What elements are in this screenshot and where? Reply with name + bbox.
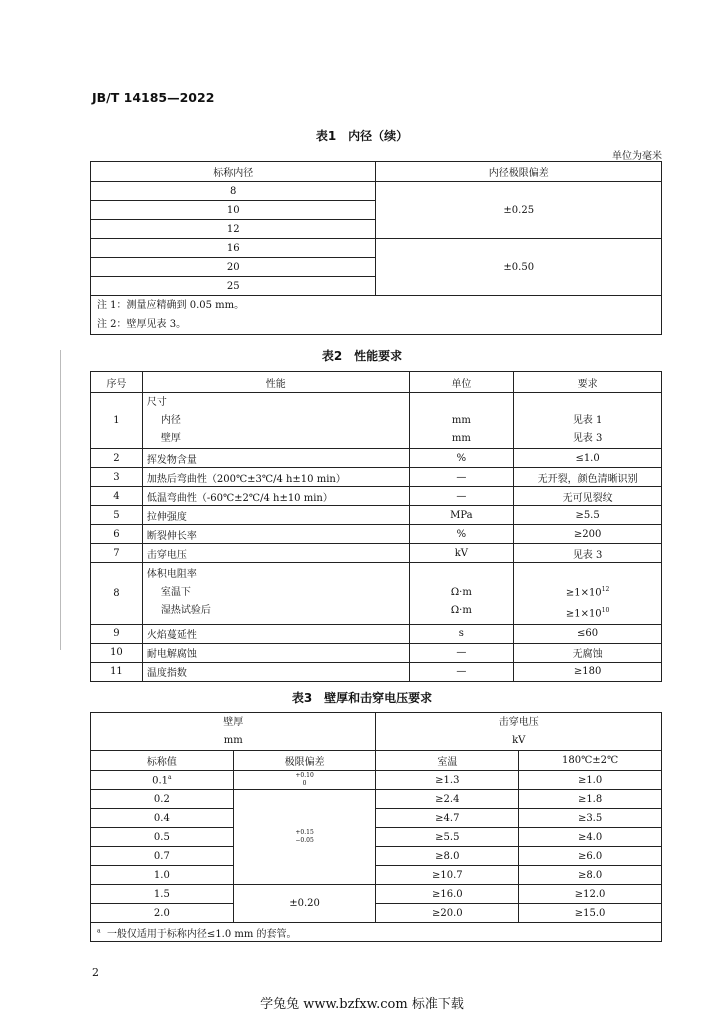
requirement-value: ≤1.0: [514, 449, 662, 468]
table2: [90, 371, 662, 682]
table2-row: [91, 624, 662, 643]
room-temp-value: ≥1.3: [376, 771, 519, 790]
row-number: 6: [91, 525, 143, 544]
requirement-value: 无腐蚀: [514, 643, 662, 662]
hot-temp-value: ≥3.5: [519, 809, 662, 828]
table2-row: [91, 393, 662, 449]
unit-value: mm: [451, 414, 471, 426]
property-label: 耐电解腐蚀: [142, 643, 409, 662]
table1-diameter: 20: [91, 258, 376, 277]
table2-row: [91, 544, 662, 563]
table1-diameter: 16: [91, 239, 376, 258]
row-number: 1: [91, 393, 143, 449]
table1-deviation: ±0.25: [376, 182, 662, 239]
standard-number: JB/T 14185—2022: [92, 90, 215, 105]
hot-temp-value: ≥6.0: [519, 847, 662, 866]
nominal-value: 0.1$^a$: [91, 771, 234, 790]
table2-caption: 表2 性能要求: [321, 349, 403, 363]
table1: [90, 161, 662, 335]
property-label: 壁厚: [160, 432, 181, 444]
property-label: 加热后弯曲性（200℃±3℃/4 h±10 min）: [142, 468, 409, 487]
table3-row: [91, 866, 662, 885]
hot-temp-value: ≥4.0: [519, 828, 662, 847]
row-number: 9: [91, 624, 143, 643]
requirement-value: $\ge 1\times 10^{12}$: [565, 586, 610, 599]
nominal-value: 1.5: [91, 885, 234, 904]
row-number: 5: [91, 506, 143, 525]
hot-temp-header: 180℃±2℃: [519, 751, 662, 771]
nominal-header: 标称值: [91, 751, 234, 771]
deviation-value: ±0.20: [233, 885, 376, 923]
table3-caption: 表3 壁厚和击穿电压要求: [291, 691, 433, 705]
table3-row: [91, 885, 662, 904]
table3-footnote: $^a$ 一般仅适用于标称内径≤1.0 mm 的套管。: [91, 923, 662, 942]
watermark-footer: 学兔兔 www.bzfxw.com 标准下载: [260, 997, 464, 1012]
table1-unit: 单位为毫米: [612, 151, 662, 162]
breakdown-voltage-unit: kV: [512, 734, 526, 746]
room-temp-value: ≥2.4: [376, 790, 519, 809]
deviation-value: +0.10 0: [233, 771, 376, 790]
table3-row: [91, 904, 662, 923]
unit-value: —: [409, 662, 514, 681]
requirement-value: ≥5.5: [514, 506, 662, 525]
unit-value: kV: [409, 544, 514, 563]
hot-temp-value: ≥8.0: [519, 866, 662, 885]
nominal-value: 2.0: [91, 904, 234, 923]
hot-temp-value: ≥15.0: [519, 904, 662, 923]
wall-thickness-header: 壁厚: [223, 716, 244, 728]
requirement-value: $\ge 1\times 10^{10}$: [565, 607, 610, 620]
row-number: 7: [91, 544, 143, 563]
table3-row: [91, 790, 662, 809]
requirement-value: 无开裂，颜色清晰识别: [514, 468, 662, 487]
property-label: 尺寸: [146, 396, 167, 408]
table2-header: 单位: [409, 372, 514, 393]
table2-row: [91, 563, 662, 625]
hot-temp-value: ≥1.0: [519, 771, 662, 790]
unit-value: —: [409, 643, 514, 662]
property-label: 湿热试验后: [160, 605, 211, 617]
unit-value: Ω·m: [450, 587, 472, 599]
property-label: 低温弯曲性（-60℃±2℃/4 h±10 min）: [142, 487, 409, 506]
row-number: 11: [91, 662, 143, 681]
table2-row: [91, 468, 662, 487]
deviation-value: +0.15 −0.05: [233, 790, 376, 885]
table1-deviation: ±0.50: [376, 239, 662, 296]
unit-value: %: [409, 525, 514, 544]
hot-temp-value: ≥1.8: [519, 790, 662, 809]
room-temp-value: ≥5.5: [376, 828, 519, 847]
requirement-value: ≥180: [514, 662, 662, 681]
table2-header: 序号: [91, 372, 143, 393]
nominal-value: 0.5: [91, 828, 234, 847]
table2-row: [91, 487, 662, 506]
table3-row: [91, 828, 662, 847]
table3-row: [91, 809, 662, 828]
row-number: 8: [91, 563, 143, 625]
nominal-value: 0.2: [91, 790, 234, 809]
table1-header: 标称内径: [91, 162, 376, 182]
table3-row: [91, 847, 662, 866]
table2-row: [91, 525, 662, 544]
nominal-value: 0.7: [91, 847, 234, 866]
nominal-value: 0.4: [91, 809, 234, 828]
table1-notes: [91, 296, 662, 335]
row-number: 4: [91, 487, 143, 506]
requirement-value: 见表 1: [572, 414, 603, 426]
scan-margin-line: [60, 350, 61, 650]
room-temp-value: ≥8.0: [376, 847, 519, 866]
requirement-value: 见表 3: [514, 544, 662, 563]
property-label: 拉伸强度: [142, 506, 409, 525]
table1-diameter: 8: [91, 182, 376, 201]
table2-header: 要求: [514, 372, 662, 393]
deviation-header: 极限偏差: [233, 751, 376, 771]
row-number: 10: [91, 643, 143, 662]
hot-temp-value: ≥12.0: [519, 885, 662, 904]
unit-value: Ω·m: [450, 605, 472, 617]
table2-row: [91, 643, 662, 662]
wall-thickness-unit: mm: [223, 734, 243, 746]
property-label: 火焰蔓延性: [142, 624, 409, 643]
table1-diameter: 12: [91, 220, 376, 239]
unit-value: mm: [451, 432, 471, 444]
property-label: 断裂伸长率: [142, 525, 409, 544]
table1-note: 注 1：测量应精确到 0.05 mm。: [97, 300, 245, 311]
property-label: 击穿电压: [142, 544, 409, 563]
table1-header: 内径极限偏差: [376, 162, 662, 182]
page-number: 2: [92, 966, 99, 979]
unit-value: —: [409, 487, 514, 506]
table2-row: [91, 506, 662, 525]
row-number: 2: [91, 449, 143, 468]
unit-value: MPa: [409, 506, 514, 525]
table1-caption: 表1 内径（续）: [315, 129, 409, 143]
table2-row: [91, 662, 662, 681]
unit-value: %: [409, 449, 514, 468]
requirement-value: ≤60: [514, 624, 662, 643]
property-label: 室温下: [160, 587, 191, 599]
room-temp-value: ≥16.0: [376, 885, 519, 904]
table3-row: [91, 771, 662, 790]
row-number: 3: [91, 468, 143, 487]
property-label: 挥发物含量: [142, 449, 409, 468]
property-label: 体积电阻率: [146, 569, 197, 581]
room-temp-value: ≥4.7: [376, 809, 519, 828]
property-label: 内径: [160, 414, 181, 426]
table1-diameter: 10: [91, 201, 376, 220]
table2-header: 性能: [142, 372, 409, 393]
table1-note: 注 2：壁厚见表 3。: [97, 319, 187, 330]
room-temp-value: ≥20.0: [376, 904, 519, 923]
room-temp-value: ≥10.7: [376, 866, 519, 885]
table1-diameter: 25: [91, 277, 376, 296]
property-label: 温度指数: [142, 662, 409, 681]
requirement-value: 见表 3: [572, 432, 603, 444]
unit-value: —: [409, 468, 514, 487]
table2-row: [91, 449, 662, 468]
requirement-value: 无可见裂纹: [514, 487, 662, 506]
requirement-value: ≥200: [514, 525, 662, 544]
breakdown-voltage-header: 击穿电压: [498, 716, 539, 728]
room-temp-header: 室温: [376, 751, 519, 771]
table3: [90, 712, 662, 942]
footnote-mark: a: [168, 773, 172, 781]
unit-value: s: [409, 624, 514, 643]
nominal-value: 1.0: [91, 866, 234, 885]
